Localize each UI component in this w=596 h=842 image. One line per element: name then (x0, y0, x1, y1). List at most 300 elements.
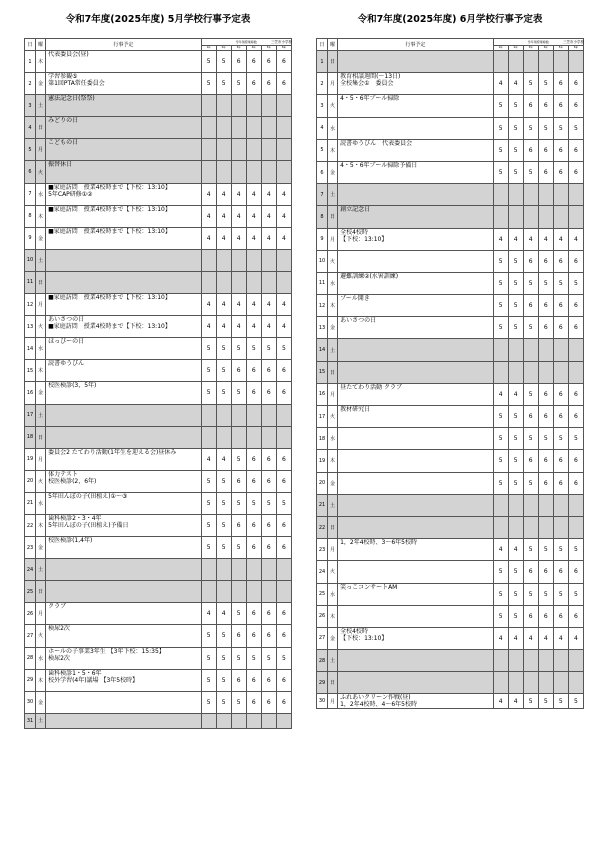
june-hours-cell: 6 (523, 406, 538, 428)
may-header-grade: 2年 (216, 46, 231, 51)
may-event-cell (46, 205, 202, 227)
may-hours-cell (216, 161, 231, 183)
june-day-row (317, 73, 584, 95)
june-date-cell: 20 (317, 472, 328, 494)
may-weekday-cell: 土 (36, 713, 46, 728)
may-event-cell (46, 51, 202, 73)
june-hours-cell: 4 (493, 539, 508, 561)
may-weekday-cell: 金 (36, 73, 46, 95)
may-hours-cell: 4 (261, 294, 276, 316)
may-hours-cell: 5 (261, 338, 276, 360)
may-hours-cell (261, 713, 276, 728)
june-hours-cell: 5 (538, 583, 553, 605)
may-hours-cell: 6 (246, 603, 261, 625)
june-weekday-cell: 土 (328, 184, 338, 206)
may-hours-cell (201, 117, 216, 139)
june-hours-cell: 6 (568, 73, 583, 95)
june-day-row (317, 206, 584, 228)
may-hours-cell: 6 (261, 382, 276, 404)
may-hours-cell: 5 (261, 492, 276, 514)
june-event-line: 教育相談週間(～13日) (340, 73, 401, 81)
may-event-line: 5年CAP研修①② (48, 190, 93, 198)
may-hours-cell (231, 95, 246, 117)
june-date-cell: 26 (317, 605, 328, 627)
june-day-row (317, 406, 584, 428)
june-hours-cell (568, 184, 583, 206)
june-event-cell (338, 272, 494, 294)
may-event-cell (46, 249, 202, 271)
june-hours-cell: 5 (568, 117, 583, 139)
may-hours-cell (231, 581, 246, 603)
june-weekday-cell: 火 (328, 406, 338, 428)
may-day-row (25, 713, 292, 728)
june-day-row (317, 383, 584, 405)
may-date-cell: 10 (25, 249, 36, 271)
june-header-grade: 3年 (523, 46, 538, 51)
june-hours-cell: 5 (493, 561, 508, 583)
may-hours-cell (246, 249, 261, 271)
june-event-cell (338, 95, 494, 117)
june-event-line: 昼たてわり活動 クラブ (340, 383, 402, 391)
may-hours-cell: 6 (276, 669, 291, 691)
june-hours-cell (568, 206, 583, 228)
may-day-row (25, 537, 292, 559)
june-event-line: 1，2年4校時、3～6年5校時 (340, 539, 417, 547)
june-day-row (317, 672, 584, 694)
june-hours-cell: 5 (493, 250, 508, 272)
june-weekday-cell: 水 (328, 272, 338, 294)
june-hours-cell: 5 (568, 428, 583, 450)
may-hours-cell: 6 (231, 360, 246, 382)
may-date-cell: 30 (25, 691, 36, 713)
june-event-cell (338, 117, 494, 139)
june-hours-cell: 6 (553, 561, 568, 583)
may-hours-cell: 5 (231, 492, 246, 514)
june-hours-cell: 4 (568, 228, 583, 250)
june-header-grade: 1年 (493, 46, 508, 51)
june-event-line: 避難訓練②(水害訓練) (340, 272, 399, 280)
may-date-cell: 18 (25, 426, 36, 448)
june-date-cell: 5 (317, 139, 328, 161)
may-hours-cell: 5 (216, 360, 231, 382)
june-hours-cell (538, 494, 553, 516)
may-hours-cell: 5 (201, 360, 216, 382)
may-hours-cell: 5 (246, 338, 261, 360)
june-date-cell: 14 (317, 339, 328, 361)
may-hours-cell: 4 (231, 183, 246, 205)
june-event-line: 1，2年4校時、4～6年5校時 (340, 701, 417, 709)
may-hours-cell: 6 (246, 537, 261, 559)
june-weekday-cell: 月 (328, 694, 338, 709)
june-event-line: 笑っこコンサートAM (340, 583, 398, 591)
may-weekday-cell: 日 (36, 426, 46, 448)
june-header-grade: 2年 (508, 46, 523, 51)
june-hours-cell (493, 51, 508, 73)
june-hours-cell: 4 (508, 627, 523, 649)
june-hours-cell: 6 (538, 250, 553, 272)
may-hours-cell: 6 (261, 603, 276, 625)
may-weekday-cell: 日 (36, 271, 46, 293)
june-event-line: 【下校：13:10】 (340, 235, 388, 243)
may-hours-cell: 6 (261, 625, 276, 647)
may-hours-cell (276, 271, 291, 293)
june-hours-cell: 6 (523, 450, 538, 472)
may-hours-cell: 6 (261, 691, 276, 713)
may-day-row (25, 647, 292, 669)
june-hours-cell (538, 184, 553, 206)
june-event-cell (338, 583, 494, 605)
june-event-cell (338, 383, 494, 405)
may-weekday-cell: 月 (36, 448, 46, 470)
june-date-cell: 21 (317, 494, 328, 516)
june-hours-cell: 6 (553, 450, 568, 472)
may-header-grade: 6年 (276, 46, 291, 51)
june-day-row (317, 361, 584, 383)
may-event-cell (46, 537, 202, 559)
june-hours-cell: 5 (568, 694, 583, 709)
june-event-line: 4・5・6年プール掃除 (340, 95, 400, 103)
may-event-cell (46, 713, 202, 728)
may-hours-cell: 5 (216, 625, 231, 647)
may-event-line: ■家庭訪問 授業4校時まで【下校：13:10】 (48, 227, 171, 235)
may-day-row (25, 581, 292, 603)
june-weekday-cell: 土 (328, 494, 338, 516)
may-hours-cell (201, 95, 216, 117)
june-event-cell (338, 450, 494, 472)
may-hours-cell (201, 404, 216, 426)
may-weekday-cell: 火 (36, 316, 46, 338)
may-date-cell: 22 (25, 514, 36, 536)
june-hours-cell (508, 339, 523, 361)
may-hours-cell: 5 (216, 537, 231, 559)
may-header-events: 行事予定 (46, 39, 202, 51)
may-hours-cell (216, 271, 231, 293)
may-hours-cell: 6 (261, 448, 276, 470)
may-hours-cell: 4 (231, 316, 246, 338)
may-hours-cell: 5 (201, 647, 216, 669)
may-date-cell: 31 (25, 713, 36, 728)
june-day-row (317, 117, 584, 139)
may-date-cell: 25 (25, 581, 36, 603)
may-day-row (25, 183, 292, 205)
june-event-cell (338, 561, 494, 583)
june-date-cell: 8 (317, 206, 328, 228)
june-hours-cell: 4 (508, 228, 523, 250)
may-weekday-cell: 水 (36, 183, 46, 205)
june-event-cell (338, 184, 494, 206)
may-hours-cell (261, 426, 276, 448)
june-hours-cell: 5 (508, 250, 523, 272)
june-hours-cell (553, 361, 568, 383)
june-hours-cell: 6 (568, 139, 583, 161)
june-hours-cell: 5 (553, 583, 568, 605)
june-day-row (317, 650, 584, 672)
may-event-line: 委員会2 たてわり活動(1年生を迎える会)昼休み (48, 448, 177, 456)
may-event-line: クラブ (48, 603, 67, 611)
may-event-cell (46, 514, 202, 536)
may-hours-cell: 5 (216, 669, 231, 691)
may-weekday-cell: 水 (36, 647, 46, 669)
june-hours-cell: 5 (568, 539, 583, 561)
june-weekday-cell: 土 (328, 339, 338, 361)
may-hours-cell: 6 (276, 51, 291, 73)
june-hours-cell (568, 494, 583, 516)
june-hours-cell: 4 (553, 228, 568, 250)
may-day-row (25, 73, 292, 95)
june-hours-cell: 6 (568, 250, 583, 272)
may-hours-cell: 4 (246, 227, 261, 249)
june-date-cell: 18 (317, 428, 328, 450)
may-hours-cell (276, 426, 291, 448)
june-hours-cell: 6 (553, 73, 568, 95)
may-event-line: 代表委員会(昼) (48, 51, 89, 58)
june-day-row (317, 139, 584, 161)
may-hours-cell: 5 (216, 51, 231, 73)
may-hours-cell: 5 (216, 73, 231, 95)
june-event-cell (338, 206, 494, 228)
june-hours-cell: 6 (538, 605, 553, 627)
june-hours-cell (523, 361, 538, 383)
may-day-row (25, 294, 292, 316)
may-day-row (25, 669, 292, 691)
may-hours-cell: 6 (246, 382, 261, 404)
june-hours-cell: 5 (493, 605, 508, 627)
june-event-line: 教材研究日 (340, 406, 371, 413)
may-hours-cell: 5 (276, 492, 291, 514)
may-event-line: 体力テスト (48, 470, 78, 478)
june-hours-cell: 6 (523, 295, 538, 317)
may-hours-cell (246, 161, 261, 183)
june-title: 令和7年度(2025年度) 6月学校行事予定表 (357, 14, 543, 25)
may-date-cell: 15 (25, 360, 36, 382)
may-date-cell: 9 (25, 227, 36, 249)
may-hours-cell: 6 (276, 603, 291, 625)
june-hours-cell: 5 (538, 117, 553, 139)
may-hours-cell: 4 (216, 603, 231, 625)
may-hours-cell: 5 (231, 691, 246, 713)
may-weekday-cell: 月 (36, 139, 46, 161)
may-hours-cell (201, 581, 216, 603)
june-hours-cell: 4 (508, 694, 523, 709)
may-event-line: 第1回PTA常任委員会 (48, 80, 105, 88)
june-hours-cell: 5 (523, 428, 538, 450)
june-hours-cell: 6 (568, 161, 583, 183)
june-weekday-cell: 月 (328, 539, 338, 561)
may-event-line: 校医検診(3，5年) (48, 382, 97, 390)
may-date-cell: 12 (25, 294, 36, 316)
june-hours-cell: 6 (553, 472, 568, 494)
may-hours-cell: 6 (276, 625, 291, 647)
june-header-grade: 5年 (553, 46, 568, 51)
may-hours-cell: 4 (201, 448, 216, 470)
may-hours-cell: 4 (261, 183, 276, 205)
may-event-cell (46, 316, 202, 338)
june-weekday-cell: 金 (328, 317, 338, 339)
june-hours-cell (508, 672, 523, 694)
may-hours-cell (216, 581, 231, 603)
may-day-row (25, 603, 292, 625)
may-hours-cell: 5 (231, 537, 246, 559)
may-event-cell (46, 73, 202, 95)
june-day-row (317, 339, 584, 361)
june-hours-cell (553, 206, 568, 228)
june-hours-cell: 4 (538, 627, 553, 649)
may-date-cell: 23 (25, 537, 36, 559)
may-hours-cell: 6 (276, 470, 291, 492)
june-event-line: 4・5・6年プール掃除予備日 (340, 161, 418, 169)
june-hours-cell (523, 184, 538, 206)
may-hours-cell: 5 (201, 73, 216, 95)
june-hours-cell: 6 (568, 295, 583, 317)
june-event-cell (338, 650, 494, 672)
may-hours-cell (216, 249, 231, 271)
june-hours-cell: 5 (523, 73, 538, 95)
may-hours-cell: 6 (231, 51, 246, 73)
june-hours-cell: 5 (493, 317, 508, 339)
may-hours-cell: 6 (276, 537, 291, 559)
may-day-row (25, 382, 292, 404)
may-day-row (25, 514, 292, 536)
may-hours-cell (246, 581, 261, 603)
june-hours-cell: 5 (553, 428, 568, 450)
may-weekday-cell: 木 (36, 360, 46, 382)
may-hours-cell (261, 117, 276, 139)
may-event-line: 5年田んぼの子(田植え)①～③ (48, 492, 128, 500)
may-weekday-cell: 水 (36, 338, 46, 360)
may-hours-cell: 4 (231, 227, 246, 249)
may-hours-cell (276, 559, 291, 581)
may-date-cell: 21 (25, 492, 36, 514)
may-hours-cell: 4 (261, 227, 276, 249)
june-day-row (317, 161, 584, 183)
june-header-day: 日 (317, 39, 328, 51)
june-hours-cell (508, 206, 523, 228)
may-event-line: 校外学習(4年)議場 【3年5校時】 (48, 676, 139, 684)
june-hours-cell: 5 (523, 539, 538, 561)
may-hours-cell: 4 (216, 316, 231, 338)
june-hours-cell (523, 51, 538, 73)
may-weekday-cell: 土 (36, 95, 46, 117)
may-day-row (25, 470, 292, 492)
may-hours-cell: 6 (246, 514, 261, 536)
may-event-cell (46, 117, 202, 139)
may-hours-cell (216, 713, 231, 728)
may-hours-cell: 5 (231, 338, 246, 360)
may-hours-cell: 5 (216, 470, 231, 492)
june-hours-cell (523, 494, 538, 516)
june-schedule-table (316, 38, 584, 709)
june-hours-cell: 5 (538, 272, 553, 294)
june-weekday-cell: 火 (328, 95, 338, 117)
may-hours-cell: 4 (201, 603, 216, 625)
may-hours-cell (231, 404, 246, 426)
may-hours-cell: 4 (276, 183, 291, 205)
may-day-row (25, 316, 292, 338)
may-day-row (25, 404, 292, 426)
may-date-cell: 1 (25, 51, 36, 73)
may-hours-cell: 6 (246, 360, 261, 382)
may-date-cell: 16 (25, 382, 36, 404)
may-date-cell: 14 (25, 338, 36, 360)
may-hours-cell: 6 (246, 625, 261, 647)
june-hours-cell: 5 (508, 583, 523, 605)
june-day-row (317, 317, 584, 339)
june-hours-cell: 6 (568, 317, 583, 339)
may-hours-cell: 4 (216, 448, 231, 470)
may-date-cell: 17 (25, 404, 36, 426)
may-hours-cell (201, 713, 216, 728)
may-hours-cell (261, 95, 276, 117)
may-hours-cell: 4 (246, 205, 261, 227)
june-hours-cell: 5 (538, 73, 553, 95)
may-hours-cell: 6 (276, 514, 291, 536)
june-weekday-cell: 月 (328, 228, 338, 250)
june-event-cell (338, 250, 494, 272)
june-hours-cell: 5 (508, 561, 523, 583)
may-event-cell (46, 448, 202, 470)
may-date-cell: 8 (25, 205, 36, 227)
may-event-line: 歯科検診1・5・6年 (48, 669, 102, 677)
may-event-line: 検尿2次 (48, 625, 70, 633)
june-event-cell (338, 539, 494, 561)
june-hours-cell: 5 (508, 317, 523, 339)
may-date-cell: 4 (25, 117, 36, 139)
june-hours-cell (508, 51, 523, 73)
may-hours-cell: 4 (201, 205, 216, 227)
june-hours-cell (553, 184, 568, 206)
may-weekday-cell: 火 (36, 470, 46, 492)
may-hours-cell: 6 (261, 360, 276, 382)
may-day-row (25, 249, 292, 271)
june-hours-cell (568, 650, 583, 672)
may-hours-cell: 5 (216, 514, 231, 536)
june-schedule-panel (316, 14, 584, 709)
june-date-cell: 2 (317, 73, 328, 95)
may-date-cell: 28 (25, 647, 36, 669)
may-hours-cell: 5 (201, 492, 216, 514)
june-date-cell: 19 (317, 450, 328, 472)
may-weekday-cell: 日 (36, 117, 46, 139)
june-weekday-cell: 日 (328, 672, 338, 694)
june-hours-cell (508, 361, 523, 383)
june-hours-cell: 6 (568, 605, 583, 627)
may-weekday-cell: 金 (36, 691, 46, 713)
may-hours-cell (246, 713, 261, 728)
june-hours-cell: 4 (508, 73, 523, 95)
june-hours-cell: 6 (523, 95, 538, 117)
june-day-row (317, 583, 584, 605)
june-weekday-cell: 水 (328, 583, 338, 605)
june-day-row (317, 494, 584, 516)
june-weekday-cell: 木 (328, 605, 338, 627)
june-hours-cell: 5 (493, 272, 508, 294)
june-hours-cell: 5 (538, 694, 553, 709)
may-hours-cell: 6 (246, 470, 261, 492)
may-day-row (25, 95, 292, 117)
may-hours-cell: 4 (201, 183, 216, 205)
june-hours-cell (523, 516, 538, 538)
may-event-cell (46, 691, 202, 713)
may-hours-cell (231, 139, 246, 161)
june-day-row (317, 516, 584, 538)
june-hours-cell: 4 (493, 383, 508, 405)
may-event-cell (46, 95, 202, 117)
june-event-cell (338, 339, 494, 361)
may-header-weekday: 曜 (36, 39, 46, 51)
june-hours-cell: 4 (568, 627, 583, 649)
june-hours-cell (538, 516, 553, 538)
may-hours-cell (201, 426, 216, 448)
